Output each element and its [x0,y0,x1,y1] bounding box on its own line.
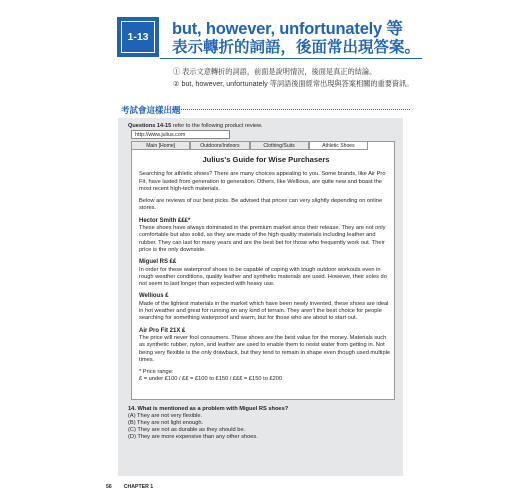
product-name: Air Pro Fit 21X ₤ [139,327,186,334]
question-header [128,123,262,129]
product-description: The price will never fool consumers. These shoes are the best value for the money. Materials such as synthetic rubber, nylon, and leather are used to enable them to resist water from getting in. Not being very flexible is the only drawback, but they tend to remain in shape even though used multiple times. [139,334,391,363]
chapter-label: CHAPTER 1 [123,484,154,490]
answer-option-d: (D) They are more expensive than any other shoes. [128,433,258,440]
page-footer [106,484,153,490]
tab-outdoors-indoors[interactable]: Outdoors/Indoors [190,141,249,150]
url-bar[interactable]: http://www.julius.com [131,130,230,139]
product-name: Wellious ₤ [139,293,169,300]
section-label: 考試會這樣出題 [121,105,181,115]
tab-main[interactable]: Main [Home] [131,141,190,150]
product-description: In order for these waterproof shoes to be capable of coping with tough outdoor workouts even in rough weather conditions, quality leather and synthetic materials are used. However, their soles do not seem to last longer than expected with heavy use. [139,266,387,288]
answer-option-a: (A) They are not very flexible. [128,412,203,419]
price-range-label: * Price range: [139,369,174,376]
question-stem: 14. What is mentioned as a problem with Miguel RS shoes? [128,406,289,412]
unit-badge [117,17,159,57]
review-article [139,156,393,384]
answer-option-c: (C) They are not as durable as they should be. [128,426,246,433]
unit-number: 1-13 [121,21,155,53]
unit-note-1: ① 表示文意轉折的詞語，前面是說明情況，後面是真正的結論。 [173,67,377,76]
article-title: Julius's Guide for Wise Purchasers [202,155,330,164]
question-header-text: refer to the following product review. [171,123,263,129]
section-divider [172,109,410,110]
product-name: Hector Smith ₤₤₤* [139,217,191,224]
unit-title-line1: but, however, unfortunately 等 [172,20,403,38]
tab-clothing-suits[interactable]: Clothing/Suits [250,141,309,150]
product-description: Made of the lightest materials in the market which have been newly invented, these shoes are ideal in hot weather and great for running on any kind of terrain. They aren't the best choice for people searching for something waterproof and warm, but for those who are about to start out. [139,300,389,322]
article-intro-1: Searching for athletic shoes? There are many choices appealing to you. Some brands, like Air Pro Fit, have lasted from generation to generation. Others, like Wellious, are quite new and boast the most recent high-tech materials. [139,171,386,192]
title-divider [160,58,422,59]
unit-title-line2: 表示轉折的詞語，後面常出現答案。 [172,39,421,56]
article-intro-2: Below are reviews of our best picks. Be advised that prices can very slightly depending on online stores. [139,198,383,212]
question-range: Questions 14-15 [128,123,172,129]
site-tabs [131,141,368,150]
question-block [128,406,398,441]
answer-option-b: (B) They are not light enough. [128,419,204,426]
unit-note-2: ② but, however, unfortunately 等詞語後面經常出現與答案相關的重要資訊。 [173,79,414,88]
product-description: These shoes have always dominated in the premium market since their release. They are not only comfortable but also solid, as they are made of the high quality materials including leather and rubber. They can last for many years and are the best bet for those who frequently work out. Their price is the only downside. [139,225,386,253]
price-range-detail: ₤ = under ₤100 / ₤₤ = ₤100 to ₤150 / ₤₤₤ = ₤150 to ₤200 [139,376,283,383]
page-number: 56 [106,484,112,490]
product-name: Miguel RS ₤₤ [139,259,177,266]
tab-athletic-shoes[interactable]: Athletic Shoes [309,141,368,150]
